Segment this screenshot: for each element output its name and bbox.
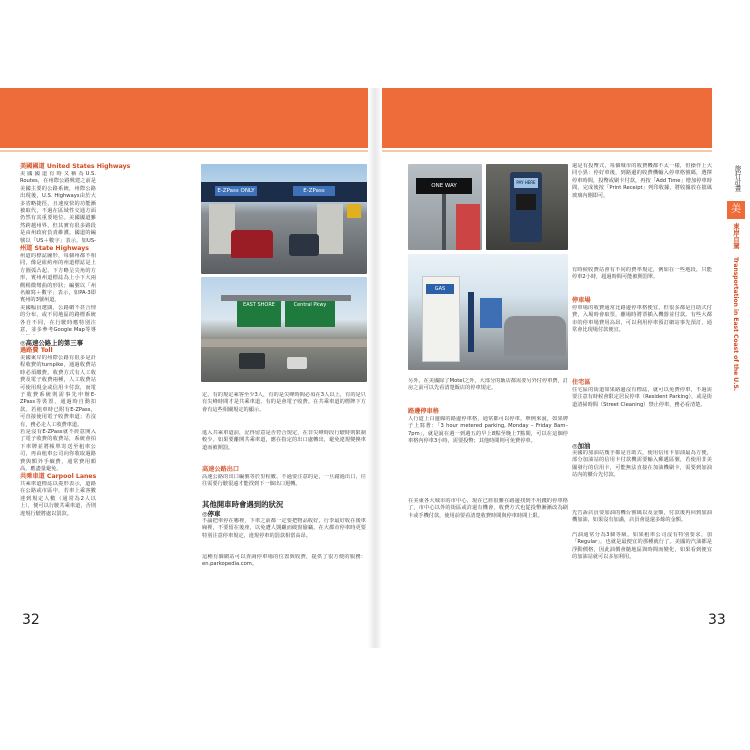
sidebar-subtitle-en: Transportation in East Coast of the U.S.	[732, 257, 739, 392]
paragraph: 住宅區的街道如果路邊沒有標誌，就可以免費停車，不過需要注意有時候會限定居民停車（Resident Parking），或是街道清掃時間（Street Cleaning）禁止停車，務必看清楚。	[572, 387, 712, 408]
page-number-right: 33	[708, 612, 726, 628]
heading-residential: 住宅區	[572, 379, 591, 386]
paragraph: 另外，在美國除了Motel之外，大部分的飯店都需要另外付停車費，訂房之前可以先看清楚飯店的停車規定。	[408, 378, 568, 392]
heading-parking-lot: 停車場	[572, 297, 591, 304]
paragraph: 定，有的規定乘客至少3人，有的是尖峰時間必須在3人以上，有的是只有尖峰時間才是共乘車道，有的是會電子收費。在共乘車道的標牌下方會有這些相關規定的顯示。	[202, 392, 366, 413]
one-way-sign: ONE WAY	[416, 178, 472, 194]
photo-highway-signs	[201, 277, 367, 382]
heading-exits: 高速公路出口	[202, 466, 240, 473]
column-2	[202, 392, 366, 592]
paragraph: 若是沒有E-ZPass就不經意開入了電子收費的收費站，系統會拍下車牌並將帳單寄送至租車公司，再由租車公司向你收取過路費與額外手續費，通常費用頗高，應盡量避免。	[20, 429, 96, 473]
column-4	[572, 163, 712, 589]
paragraph: 美國幅員遼闊，公路網不甚合理的分布，或不同地區的路標系統各自不同，在行駛時應特別注意，並多參考Google Map等導	[20, 305, 96, 334]
paragraph: 美國國道有時又稱為U.S. Routes，在州際公路興建之前是美國主要的公路系統，州際公路出現後，U.S. Highways由於大多省略捷徑，且速度快的功能漸被取代，不過在區域性交通方面仍然有其重要地位。美國國道雖然跨越州界，但其實有很多路段是由州政府負責維護。國道的編號以「US＋數字」表示，如US-	[20, 171, 96, 244]
heading-other-situations: 其他開車時會遇到的狀況	[202, 500, 284, 509]
column-1	[20, 163, 131, 589]
paragraph: 還是有投幣式，每個城市的收費機都不太一樣，但操作上大同小異：停好車後，到路邊的收費機輸入停車格號碼，選擇停車時間，投幣或刷卡付款，再按「Add Time」增加停車時間，完成後按「Print Receipt」列印收據，將收據放在擋風玻璃內側即可。	[572, 163, 712, 199]
section-sidebar	[724, 165, 748, 625]
photo-parking-meter	[486, 164, 568, 250]
photo-toll-booth	[201, 164, 367, 274]
header-band	[0, 88, 712, 148]
toll-sign: E-ZPass ONLY	[215, 186, 257, 196]
sidebar-badge	[727, 201, 745, 219]
dark-car	[289, 234, 319, 256]
highway-sign-text: Central Pkwy	[293, 302, 327, 308]
heading-gas: ◎加油	[572, 442, 591, 450]
paragraph: 先告訴店員要加油的機台號碼以及金額，付款後再回到加油機加油，如果沒有加滿，店員會退還多餘的金額。	[572, 510, 712, 524]
paragraph: 州道的標誌圖形，每個州都不相同，像是紐約州的州道標誌是上方圓弧凸起、下方略呈尖角的方形，賓州州道標誌為上小下大兩側稍微彎曲的形狀；編號以「州名縮寫＋數字」表示，如PA-3即賓州的3號州道。	[20, 253, 96, 304]
paragraph: 高速公路的出口編號等於里程數，不過要注意的是，一旦錯過出口，往往需要行駛很遠才能找到下一個出口迴轉。	[202, 474, 366, 488]
page-number-left: 32	[22, 612, 40, 628]
paragraph: 美國東岸的州際公路有很多是計程收費的turnpike，通過收費站時必須繳費。收費方式有人工收費及電子收費兩種，人工收費站可使用現金或信用卡付款，而電子收費系統則需事先申辦E-ZPass等裝置，通過時自動扣款。若租車時已附有E-ZPass，可直接使用電子收費車道；若沒有，務必走人工收費車道。	[20, 355, 96, 428]
heading-parking: ◎停車	[202, 510, 221, 518]
paragraph: 進入共乘車道前，記得留意是否符合規定，在非尖峰時段行駛時則限制較少。如果要離開共乘車道，應在指定的出口處轉出，避免違規變換車道而被開罰。	[202, 430, 366, 451]
meter-label: PAY HERE	[514, 178, 538, 188]
pump-brand: GAS	[426, 284, 454, 294]
paragraph: 在美東各大城市的市中心，現在已經很難在路邊找到不用錢的停車格了，市中心以外的街區或許還有機會，收費方式也從投幣漸漸改為刷卡或手機付款，使用前要看清楚收費時間與停車時間上限。	[408, 498, 568, 519]
paragraph: 共乘車道標誌以菱形表示，道路在公路或市區中，若車上乘客數達到規定人數（通常為2人以上），便可以行駛共乘車道，否則違規行駛將處以罰款。	[20, 481, 96, 517]
highway-sign-text: EAST SHORE	[243, 302, 275, 308]
photo-gas-pump	[408, 254, 568, 370]
sidebar-badge-text: 美	[731, 204, 741, 215]
sidebar-section-label: 旅行計畫	[733, 165, 741, 192]
page-gutter	[368, 88, 382, 648]
red-car	[231, 230, 273, 258]
paragraph: 停車場的收費通常比路邊停車格便宜，但很多都是自助式付費，入場時會取票，離場時將票插入機器並付款。有些大都市的停車場費用高昂，可以利用停車預訂網站事先預訂，通常會比現場付款便宜。	[572, 305, 712, 334]
toll-sign: E-ZPass	[293, 186, 335, 196]
heading-state-highways: 州道 State Highways	[20, 245, 89, 252]
car	[504, 316, 566, 356]
header-rule	[0, 150, 712, 152]
heading-us-highways: 美國國道 United States Highways	[20, 163, 131, 170]
heading-toll: 過路費 Toll	[20, 347, 53, 354]
photo-one-way-sign	[408, 164, 482, 250]
paragraph: 這種有個網站可以查詢停車場的位置與收費，提供了很方便的服務：en.parkopedia.com。	[202, 554, 366, 568]
heading-highway-tips: ◎高速公路上的第三事	[20, 339, 84, 347]
heading-carpool: 共乘車道 Carpool Lanes	[20, 473, 97, 480]
paragraph: 人行道上白邊線的路邊停車格，通常都可以停車。舉例來說，如果牌子上寫著：「3 hour metered parking, Monday – Friday 8am–7pm」，就是說在週一到週五的早上8點至晚上7點間，可以在這個停車格內停車3小時，需要投幣；其他時間則可免費停車。	[408, 416, 568, 445]
sidebar-subtitle-zh: 東岸自駕	[732, 223, 740, 249]
paragraph: 不論把車停在哪裡，下車之前都一定要把物品收好，行李最好收在後車廂裡，不要留在後座，以免遭人覬覦而破窗偷竊。在大都市停車時更要特別注意停車規定，違規停車的罰款相當高昂。	[202, 518, 366, 539]
paragraph: 汽油通常分為3個等級，如果租車公司沒有特別要求，加「Regular」，也就是最便宜的那種就行了。美國的汽油都是浮動價格，因此油價會隨地區與時間而變化，如果看到便宜的加油站就可以多加利用。	[572, 532, 712, 561]
column-3	[408, 378, 568, 588]
paragraph: 有時候收費站會有不同的費率規定，例如在一些地段，只能停車2小時，超過時間可能被開罰單。	[572, 267, 712, 281]
paragraph: 美國的加油站幾乎都是自助式，使用信用卡加油最為方便，部分加油站的信用卡付款機需要輸入郵遞區號，若使用非美國發行的信用卡，可能無法直接在加油機刷卡，需要到加油站內的櫃台先付款。	[572, 450, 712, 479]
heading-street-parking: 路邊停車格	[408, 408, 439, 415]
